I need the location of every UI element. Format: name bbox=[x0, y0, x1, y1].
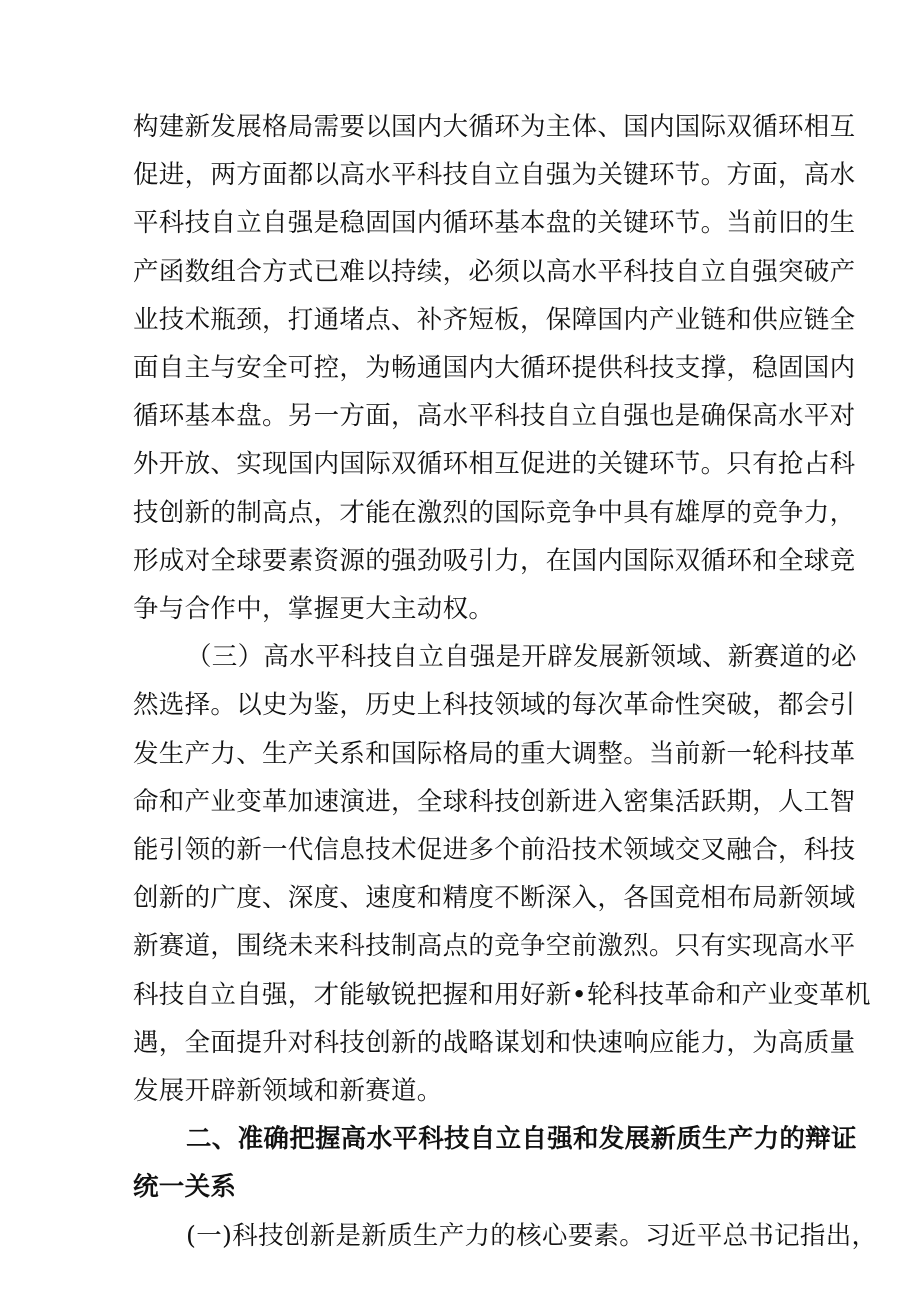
paragraph-2-line-5: 能引领的新一代信息技术促进多个前沿技术领域交叉融合，科技 bbox=[133, 835, 856, 865]
paragraph-1-line-9: 技创新的制高点，才能在激烈的国际竞争中具有雄厚的竞争力， bbox=[133, 498, 856, 528]
paragraph-1-line-5: 业技术瓶颈，打通堵点、补齐短板，保障国内产业链和供应链全 bbox=[133, 305, 856, 335]
paragraph-1-line-2: 促进，两方面都以高水平科技自立自强为关键环节。方面，高水 bbox=[133, 160, 856, 190]
paragraph-3-line-1: (一)科技创新是新质生产力的核心要素。习近平总书记指出， bbox=[186, 1221, 878, 1251]
paragraph-1-line-1: 构建新发展格局需要以国内大循环为主体、国内国际双循环相互 bbox=[133, 112, 856, 142]
paragraph-2-line-7: 新赛道，围绕未来科技制高点的竞争空前激烈。只有实现高水平 bbox=[133, 931, 856, 961]
paragraph-2-line-4: 命和产业变革加速演进，全球科技创新进入密集活跃期，人工智 bbox=[133, 787, 856, 817]
paragraph-1-line-4: 产函数组合方式已难以持续，必须以高水平科技自立自强突破产 bbox=[133, 257, 856, 287]
paragraph-2-line-9: 遇，全面提升对科技创新的战略谋划和快速响应能力，为高质量 bbox=[133, 1028, 856, 1058]
paragraph-2-line-1: （三）高水平科技自立自强是开辟发展新领域、新赛道的必 bbox=[186, 642, 857, 672]
paragraph-1-line-7: 循环基本盘。另一方面，高水平科技自立自强也是确保高水平对 bbox=[133, 401, 856, 431]
paragraph-1-line-8: 外开放、实现国内国际双循环相互促进的关键环节。只有抢占科 bbox=[133, 449, 856, 479]
section-heading-line-1: 二、准确把握高水平科技自立自强和发展新质生产力的辩证 bbox=[186, 1124, 857, 1154]
paragraph-2-line-2: 然选择。以史为鉴，历史上科技领域的每次革命性突破，都会引 bbox=[133, 690, 856, 720]
section-heading-line-2: 统一关系 bbox=[133, 1172, 237, 1202]
paragraph-2-line-10: 发展开辟新领域和新赛道。 bbox=[133, 1076, 443, 1106]
paragraph-2-line-6: 创新的广度、深度、速度和精度不断深入，各国竞相布局新领域 bbox=[133, 883, 856, 913]
paragraph-2-line-8: 科技自立自强，才能敏锐把握和用好新•轮科技革命和产业变革机 bbox=[133, 980, 871, 1010]
paragraph-1-line-10: 形成对全球要素资源的强劲吸引力，在国内国际双循环和全球竞 bbox=[133, 546, 856, 576]
paragraph-1-line-3: 平科技自立自强是稳固国内循环基本盘的关键环节。当前旧的生 bbox=[133, 208, 856, 238]
paragraph-2-line-3: 发生产力、生产关系和国际格局的重大调整。当前新一轮科技革 bbox=[133, 739, 856, 769]
paragraph-1-line-6: 面自主与安全可控，为畅通国内大循环提供科技支撑，稳固国内 bbox=[133, 353, 856, 383]
paragraph-1-line-11: 争与合作中，掌握更大主动权。 bbox=[133, 594, 495, 624]
